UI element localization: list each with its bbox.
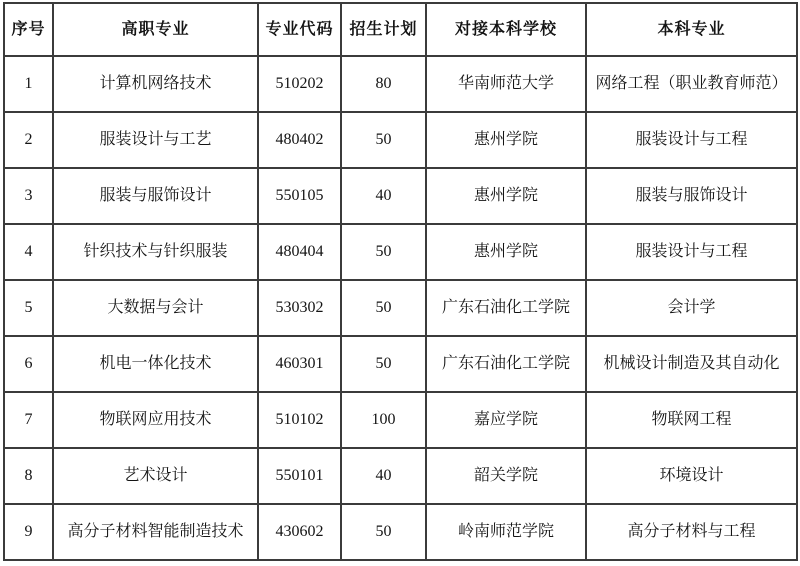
cell-major-code: 430602 <box>258 504 341 560</box>
table-row <box>4 224 797 280</box>
cell-index: 2 <box>4 112 53 168</box>
cell-index: 6 <box>4 336 53 392</box>
cell-vocational-major: 艺术设计 <box>53 448 258 504</box>
cell-enrollment-plan: 50 <box>341 224 426 280</box>
cell-vocational-major: 物联网应用技术 <box>53 392 258 448</box>
cell-undergrad-major: 网络工程（职业教育师范） <box>586 56 797 112</box>
table-row <box>4 56 797 112</box>
table-row <box>4 392 797 448</box>
cell-major-code: 550101 <box>258 448 341 504</box>
header-index: 序号 <box>4 3 53 56</box>
cell-major-code: 510102 <box>258 392 341 448</box>
cell-partner-university: 广东石油化工学院 <box>426 336 586 392</box>
cell-partner-university: 惠州学院 <box>426 168 586 224</box>
header-enrollment-plan: 招生计划 <box>341 3 426 56</box>
cell-enrollment-plan: 50 <box>341 336 426 392</box>
cell-enrollment-plan: 50 <box>341 504 426 560</box>
cell-undergrad-major: 服装设计与工程 <box>586 112 797 168</box>
cell-index: 1 <box>4 56 53 112</box>
header-undergrad-major: 本科专业 <box>586 3 797 56</box>
cell-index: 3 <box>4 168 53 224</box>
cell-vocational-major: 机电一体化技术 <box>53 336 258 392</box>
table-row <box>4 504 797 560</box>
cell-undergrad-major: 服装设计与工程 <box>586 224 797 280</box>
cell-undergrad-major: 服装与服饰设计 <box>586 168 797 224</box>
cell-vocational-major: 计算机网络技术 <box>53 56 258 112</box>
cell-enrollment-plan: 40 <box>341 448 426 504</box>
table-row <box>4 112 797 168</box>
cell-partner-university: 惠州学院 <box>426 224 586 280</box>
cell-vocational-major: 大数据与会计 <box>53 280 258 336</box>
cell-undergrad-major: 机械设计制造及其自动化 <box>586 336 797 392</box>
cell-major-code: 480402 <box>258 112 341 168</box>
table-header-row <box>4 3 797 56</box>
cell-partner-university: 岭南师范学院 <box>426 504 586 560</box>
header-partner-university: 对接本科学校 <box>426 3 586 56</box>
table-row <box>4 336 797 392</box>
header-vocational-major: 高职专业 <box>53 3 258 56</box>
cell-index: 8 <box>4 448 53 504</box>
cell-undergrad-major: 高分子材料与工程 <box>586 504 797 560</box>
table-body <box>4 56 797 560</box>
cell-undergrad-major: 会计学 <box>586 280 797 336</box>
cell-major-code: 530302 <box>258 280 341 336</box>
table-row <box>4 448 797 504</box>
cell-partner-university: 广东石油化工学院 <box>426 280 586 336</box>
cell-vocational-major: 服装设计与工艺 <box>53 112 258 168</box>
header-major-code: 专业代码 <box>258 3 341 56</box>
cell-major-code: 550105 <box>258 168 341 224</box>
cell-enrollment-plan: 80 <box>341 56 426 112</box>
cell-vocational-major: 针织技术与针织服装 <box>53 224 258 280</box>
cell-enrollment-plan: 50 <box>341 280 426 336</box>
cell-enrollment-plan: 40 <box>341 168 426 224</box>
table-row <box>4 280 797 336</box>
cell-partner-university: 惠州学院 <box>426 112 586 168</box>
cell-vocational-major: 服装与服饰设计 <box>53 168 258 224</box>
cell-index: 4 <box>4 224 53 280</box>
cell-partner-university: 韶关学院 <box>426 448 586 504</box>
cell-index: 9 <box>4 504 53 560</box>
cell-major-code: 460301 <box>258 336 341 392</box>
cell-major-code: 480404 <box>258 224 341 280</box>
cell-partner-university: 华南师范大学 <box>426 56 586 112</box>
cell-enrollment-plan: 100 <box>341 392 426 448</box>
cell-major-code: 510202 <box>258 56 341 112</box>
cell-partner-university: 嘉应学院 <box>426 392 586 448</box>
enrollment-plan-table <box>3 2 798 561</box>
cell-undergrad-major: 物联网工程 <box>586 392 797 448</box>
cell-undergrad-major: 环境设计 <box>586 448 797 504</box>
cell-enrollment-plan: 50 <box>341 112 426 168</box>
cell-index: 7 <box>4 392 53 448</box>
cell-index: 5 <box>4 280 53 336</box>
table-row <box>4 168 797 224</box>
cell-vocational-major: 高分子材料智能制造技术 <box>53 504 258 560</box>
